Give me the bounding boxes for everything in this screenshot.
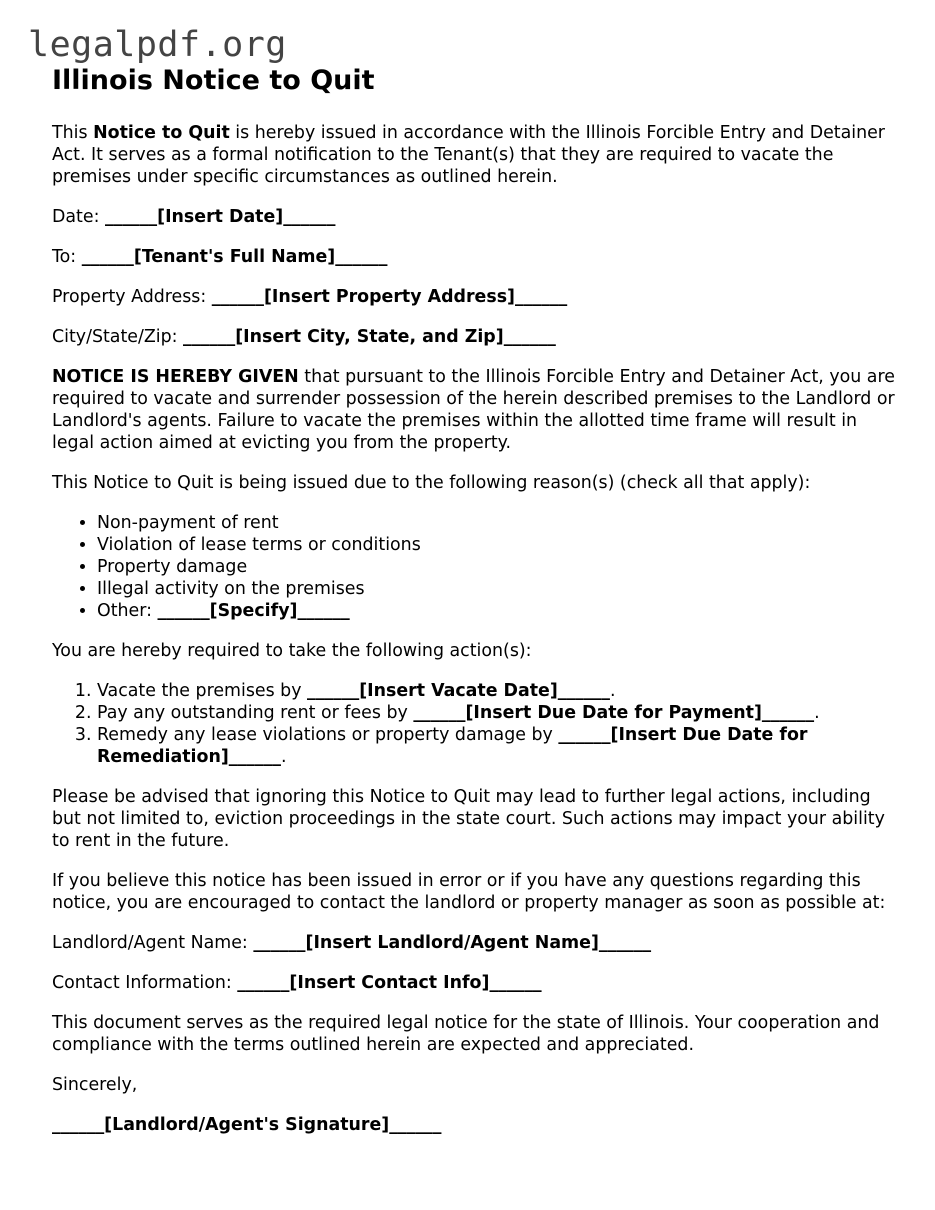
- list-item: [97, 724, 902, 768]
- landlord-value: ______[Insert Landlord/Agent Name]______: [253, 933, 652, 953]
- contact-field: [52, 972, 902, 994]
- reasons-list: [52, 512, 902, 622]
- to-value: ______[Tenant's Full Name]______: [81, 247, 388, 267]
- address-field: [52, 286, 902, 308]
- date-value: ______[Insert Date]______: [104, 207, 336, 227]
- landlord-label: Landlord/Agent Name:: [52, 933, 254, 953]
- action-value: ______[Insert Due Date for Payment]______: [413, 703, 815, 723]
- city-field: [52, 326, 902, 348]
- notice-paragraph: [52, 366, 902, 454]
- action-post: .: [609, 681, 616, 701]
- intro-post: is hereby issued in accordance with the Illinois Forcible Entry and Detainer Act. It serves as a formal notification to the Tenant(s) that they are required to vacate the premises under specific circumstances as outlined herein.: [52, 123, 885, 187]
- list-item: [97, 702, 902, 724]
- advisory-paragraph: Please be advised that ignoring this Notice to Quit may lead to further legal actions, including but not limited to, eviction proceedings in the state court. Such actions may impact your ability to rent in the future.: [52, 787, 885, 851]
- address-value: ______[Insert Property Address]______: [211, 287, 568, 307]
- actions-intro: You are hereby required to take the following action(s):: [52, 641, 532, 661]
- date-field: [52, 206, 902, 228]
- contact-label: Contact Information:: [52, 973, 238, 993]
- city-value: ______[Insert City, State, and Zip]______: [183, 327, 556, 347]
- action-pre: Remedy any lease violations or property damage by: [97, 725, 559, 745]
- list-item: • Illegal activity on the premises: [97, 578, 902, 600]
- action-value: ______[Insert Due Date for Remediation]______: [97, 725, 808, 767]
- contact-value: ______[Insert Contact Info]______: [237, 973, 542, 993]
- sincerely: Sincerely,: [52, 1075, 138, 1095]
- signature-line: [52, 1114, 902, 1136]
- reasons-intro: This Notice to Quit is being issued due to the following reason(s) (check all that apply):: [52, 473, 811, 493]
- date-label: Date:: [52, 207, 105, 227]
- to-label: To:: [52, 247, 82, 267]
- other-value: ______[Specify]______: [157, 601, 350, 621]
- page-title: Illinois Notice to Quit: [52, 65, 375, 96]
- action-value: ______[Insert Vacate Date]______: [307, 681, 610, 701]
- list-item: • Non-payment of rent: [97, 512, 902, 534]
- list-item-other: [97, 600, 902, 622]
- actions-list: [52, 680, 902, 768]
- intro-pre: This: [52, 123, 94, 143]
- notice-bold: NOTICE IS HEREBY GIVEN: [52, 367, 299, 387]
- notice-text: that pursuant to the Illinois Forcible Entry and Detainer Act, you are required to vacate and surrender possession of the herein described premises to the Landlord or Landlord's agents. Failure to vacate the premises within the allotted time frame will result in legal action aimed at evicting you from the property.: [52, 367, 895, 453]
- document-body: [52, 64, 902, 1154]
- contact-intro: If you believe this notice has been issued in error or if you have any questions regarding this notice, you are encouraged to contact the landlord or property manager as soon as possible at:: [52, 871, 886, 913]
- list-item: [97, 680, 902, 702]
- to-field: [52, 246, 902, 268]
- list-item: • Violation of lease terms or conditions: [97, 534, 902, 556]
- city-label: City/State/Zip:: [52, 327, 184, 347]
- intro-paragraph: [52, 122, 902, 188]
- action-post: .: [814, 703, 820, 723]
- action-pre: Vacate the premises by: [97, 681, 308, 701]
- watermark: legalpdf.org: [28, 25, 287, 65]
- address-label: Property Address:: [52, 287, 212, 307]
- closing-paragraph: This document serves as the required legal notice for the state of Illinois. Your cooperation and compliance with the terms outlined herein are expected and appreciated.: [52, 1013, 880, 1055]
- action-pre: Pay any outstanding rent or fees by: [97, 703, 414, 723]
- other-label: Other:: [97, 601, 158, 621]
- signature-value: ______[Landlord/Agent's Signature]______: [52, 1115, 442, 1135]
- action-post: .: [280, 747, 287, 767]
- list-item: • Property damage: [97, 556, 902, 578]
- landlord-field: [52, 932, 902, 954]
- intro-bold: Notice to Quit: [93, 123, 230, 143]
